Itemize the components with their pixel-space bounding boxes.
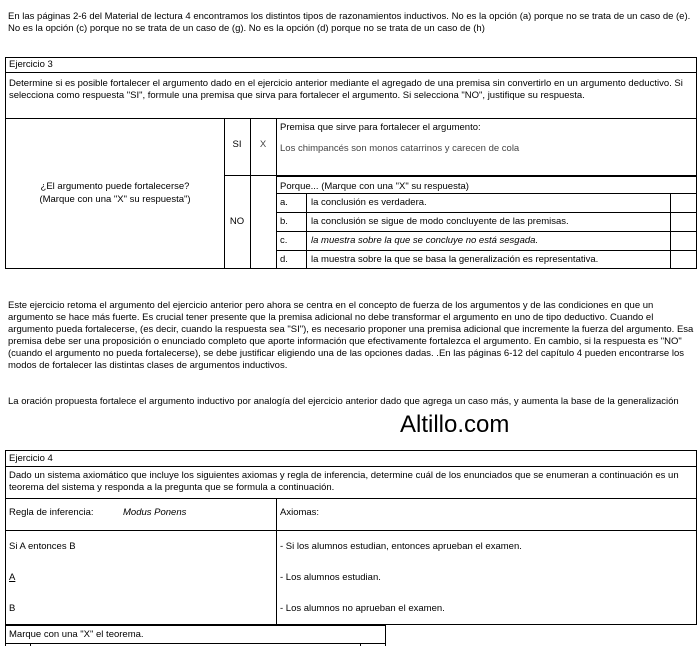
axiom-formula: A [9,572,16,583]
answer-paragraph: La oración propuesta fortalece el argumento inductivo por analogía del ejercicio anterior dado que agrega un caso más, y aumenta la base de la generalización [8,396,679,407]
watermark-logo: Altillo.com [400,411,510,438]
rule-value: Modus Ponens [123,507,187,518]
option-letter: c. [280,235,288,246]
no-label: NO [229,216,245,227]
explanation-paragraph: Este ejercicio retoma el argumento del ejercicio anterior pero ahora se centra en el concepto de fuerza de los argumentos y de las condiciones en que un argumento se hace más fuerte. Es crucial tener presente que la premisa adicional no debe transformar el argumento en uno de tipo deductivo. Cuando el argumento pueda fortalecerse, (es decir, cuando la respuesta sea "SI"), es necesario proponer una premisa adicional que incremente la fuerza del argumento. Esa premisa debe ser una proposición o enunciado completo que aporte información que efectivamente fortalezca el argumento. En cambio, si la respuesta es "NO" (cuando el argumento no pueda fortalecerse), se debe justificar eligiendo una de las opciones dadas. .En las páginas 6-12 del capítulo 4 pueden encontrarse los modos de fortalecer las distintas clases de argumentos inductivos. [8,300,694,371]
option-letter: d. [280,254,288,265]
option-text: la conclusión se sigue de modo concluyente de las premisas. [311,216,569,227]
premise-header: Premisa que sirve para fortalecer el argumento: [280,122,481,133]
axiom-text: - Los alumnos no aprueban el examen. [280,603,445,614]
option-text: la muestra sobre la que se basa la generalización es representativa. [311,254,599,265]
option-text: la conclusión es verdadera. [311,197,427,208]
ejercicio4-instructions: Dado un sistema axiomático que incluye los siguientes axiomas y regla de inferencia, determine cuál de los enunciados que se enumeran a continuación es un teorema del sistema y responda a la pregunta que se formula a continuación. [9,470,679,493]
option-letter: a. [280,197,288,208]
question-text: ¿El argumento puede fortalecerse? [40,181,190,192]
porque-header: Porque... (Marque con una "X" su respuesta) [280,181,469,192]
axiom-text: - Los alumnos estudian. [280,572,381,583]
mark-theorem-label: Marque con una "X" el teorema. [9,629,144,640]
premise-answer[interactable]: Los chimpancés son monos catarrinos y carecen de cola [280,143,520,154]
ejercicio4-title: Ejercicio 4 [9,453,53,464]
option-letter: b. [280,216,288,227]
option-text: la muestra sobre la que se concluye no está sesgada. [311,235,539,246]
axiom-formula: Si A entonces B [9,541,76,552]
rule-label: Regla de inferencia: [9,507,94,518]
intro-paragraph: En las páginas 2-6 del Material de lectura 4 encontramos los distintos tipos de razonamientos inductivos. No es la opción (a) porque no se trata de un caso de (e). No es la opción (c) porque no se trata de un caso de (g). No es la opción (d) porque no se trata de un caso de (h) [8,11,691,34]
option-mark-cell[interactable] [671,254,696,266]
si-mark[interactable]: X [259,139,267,150]
axiom-text: - Si los alumnos estudian, entonces aprueban el examen. [280,541,522,552]
option-mark-cell[interactable] [671,235,696,247]
question-hint: (Marque con una "X" su respuesta") [39,194,191,205]
ejercicio3-instructions: Determine si es posible fortalecer el argumento dado en el ejercicio anterior mediante el agregado de una premisa sin convertirlo en un argumento deductivo. Si selecciona como respuesta "SI", formule una premisa que sirva para fortalecer el argumento. Si selecciona "NO", justifique su respuesta. [9,78,683,101]
axiom-formula: B [9,603,16,614]
option-mark-cell[interactable] [671,197,696,209]
si-label: SI [232,139,242,150]
axioms-label: Axiomas: [280,507,320,518]
option-mark-cell[interactable] [671,216,696,228]
ejercicio3-title: Ejercicio 3 [9,59,53,70]
